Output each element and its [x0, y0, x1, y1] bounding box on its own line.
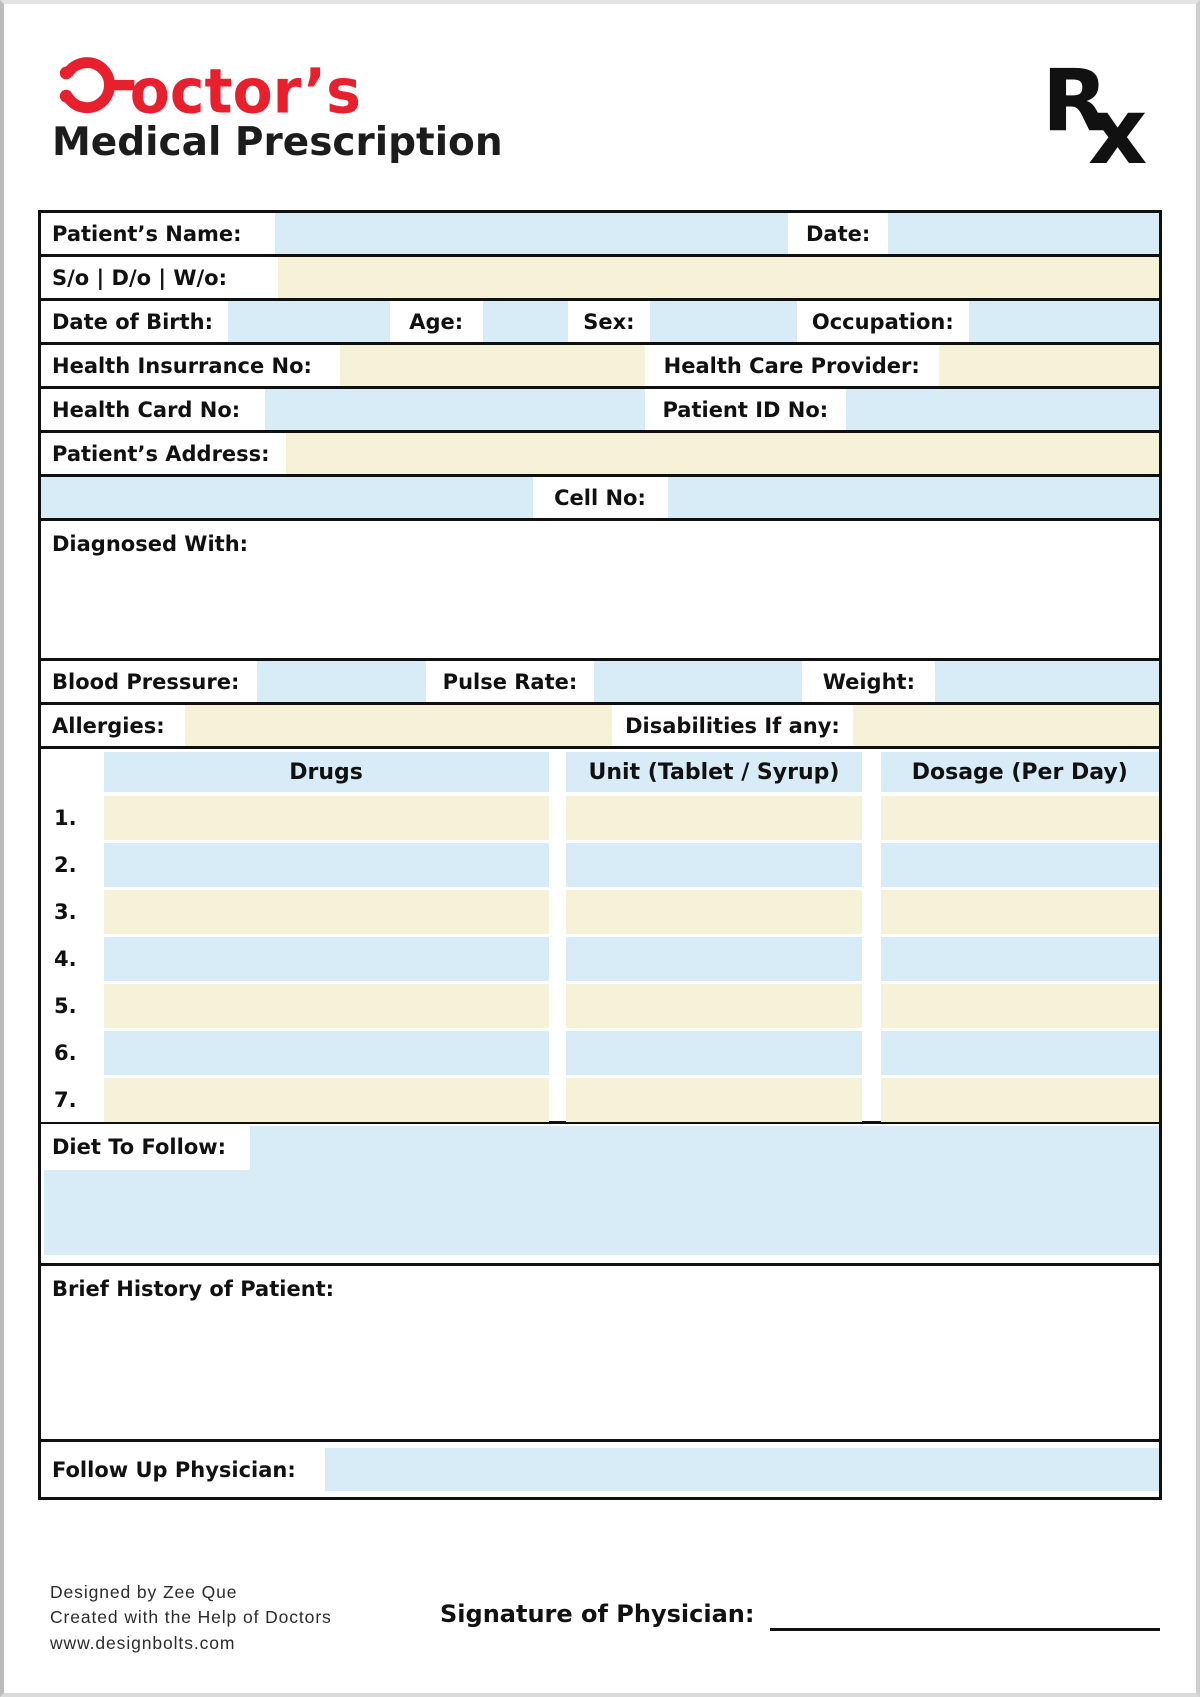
drug-name-cell[interactable]: [104, 796, 549, 840]
signature-label: Signature of Physician:: [440, 1600, 755, 1628]
patient-id-label: Patient ID No:: [645, 389, 846, 430]
drugs-column-header: Drugs: [104, 752, 549, 792]
relation-input[interactable]: [278, 257, 1159, 298]
address-label: Patient’s Address:: [41, 433, 286, 474]
dosage-cell[interactable]: [881, 937, 1159, 981]
dosage-cell[interactable]: [881, 890, 1159, 934]
signature-line[interactable]: [770, 1628, 1160, 1631]
cell-row[interactable]: [41, 477, 1159, 521]
pulse-label: Pulse Rate:: [426, 661, 595, 702]
vitals-row: [41, 661, 1159, 705]
weight-label: Weight:: [802, 661, 935, 702]
address-input[interactable]: [286, 433, 1159, 474]
page-title: Medical Prescription: [52, 120, 503, 165]
occupation-label: Occupation:: [797, 301, 969, 342]
drug-row-number: 6.: [41, 1031, 104, 1075]
drug-row-number: 5.: [41, 984, 104, 1028]
diet-section: [41, 1124, 1159, 1266]
drug-row-number: 1.: [41, 796, 104, 840]
relation-label: S/o | D/o | W/o:: [41, 257, 278, 298]
allergies-row: [41, 705, 1159, 749]
unit-cell[interactable]: [566, 843, 861, 887]
disabilities-label: Disabilities If any:: [612, 705, 852, 746]
allergies-input[interactable]: [185, 705, 612, 746]
card-label: Health Card No:: [41, 389, 265, 430]
pulse-input[interactable]: [594, 661, 802, 702]
history-label: Brief History of Patient:: [41, 1266, 354, 1312]
brand-text: octor’s: [129, 56, 361, 120]
patient-name-input[interactable]: [275, 213, 788, 254]
bp-input[interactable]: [257, 661, 426, 702]
card-input[interactable]: [265, 389, 645, 430]
drug-name-cell[interactable]: [104, 937, 549, 981]
unit-column-header: Unit (Tablet / Syrup): [566, 752, 861, 792]
followup-input[interactable]: [325, 1448, 1159, 1491]
unit-cell[interactable]: [566, 1031, 861, 1075]
drug-name-cell[interactable]: [104, 1031, 549, 1075]
diagnosed-section[interactable]: [41, 521, 1159, 661]
bp-label: Blood Pressure:: [41, 661, 257, 702]
patient-name-label: Patient’s Name:: [41, 213, 275, 254]
address-row: [41, 433, 1159, 477]
cell-label: Cell No:: [533, 477, 668, 518]
drug-row: [41, 1078, 1159, 1122]
dosage-cell[interactable]: [881, 1078, 1159, 1122]
rx-letter-r: R: [1042, 51, 1109, 151]
dosage-cell[interactable]: [881, 843, 1159, 887]
dob-row: [41, 301, 1159, 345]
patient-id-input[interactable]: [846, 389, 1159, 430]
dosage-cell[interactable]: [881, 984, 1159, 1028]
unit-cell[interactable]: [566, 984, 861, 1028]
sex-label: Sex:: [568, 301, 651, 342]
credit-line: Designed by Zee Que: [50, 1582, 238, 1602]
age-input[interactable]: [483, 301, 568, 342]
unit-cell[interactable]: [566, 937, 861, 981]
dosage-cell[interactable]: [881, 1031, 1159, 1075]
dosage-column-header: Dosage (Per Day): [881, 752, 1159, 792]
followup-label: Follow Up Physician:: [41, 1442, 325, 1497]
age-label: Age:: [390, 301, 483, 342]
stethoscope-d-icon: [50, 56, 365, 120]
history-section[interactable]: [41, 1266, 1159, 1442]
drug-table: [41, 749, 1159, 1124]
drug-row: [41, 843, 1159, 887]
date-label: Date:: [788, 213, 889, 254]
drug-name-cell[interactable]: [104, 843, 549, 887]
drug-name-cell[interactable]: [104, 890, 549, 934]
provider-label: Health Care Provider:: [645, 345, 939, 386]
provider-input[interactable]: [939, 345, 1159, 386]
drug-row: [41, 796, 1159, 840]
drug-row-number: 3.: [41, 890, 104, 934]
allergies-label: Allergies:: [41, 705, 185, 746]
drug-row-number: 4.: [41, 937, 104, 981]
dob-label: Date of Birth:: [41, 301, 228, 342]
insurance-input[interactable]: [340, 345, 645, 386]
occupation-input[interactable]: [969, 301, 1159, 342]
drug-name-cell[interactable]: [104, 984, 549, 1028]
diagnosed-label: Diagnosed With:: [41, 521, 275, 567]
drug-row: [41, 937, 1159, 981]
health-card-row: [41, 389, 1159, 433]
drug-row: [41, 984, 1159, 1028]
followup-row: [41, 1442, 1159, 1497]
patient-name-row: [41, 213, 1159, 257]
brand-logo: [50, 56, 365, 120]
insurance-label: Health Insurrance No:: [41, 345, 340, 386]
credit-line: Created with the Help of Doctors: [50, 1607, 332, 1628]
rx-symbol: [1042, 51, 1182, 185]
drug-table-header: [41, 752, 1159, 792]
drug-row: [41, 890, 1159, 934]
relation-row: [41, 257, 1159, 301]
diet-label: Diet To Follow:: [41, 1124, 250, 1170]
unit-cell[interactable]: [566, 890, 861, 934]
date-input[interactable]: [888, 213, 1159, 254]
drug-row: [41, 1031, 1159, 1075]
drug-row-number: 7.: [41, 1078, 104, 1122]
cell-input-right[interactable]: [668, 477, 1160, 518]
weight-input[interactable]: [935, 661, 1159, 702]
insurance-row: [41, 345, 1159, 389]
rx-letter-x: x: [1088, 78, 1148, 185]
dob-input[interactable]: [228, 301, 390, 342]
drug-row-number: 2.: [41, 843, 104, 887]
drug-rows: [41, 796, 1159, 1122]
drug-name-cell[interactable]: [104, 1078, 549, 1122]
unit-cell[interactable]: [566, 796, 861, 840]
designer-credits: [50, 1580, 332, 1656]
dosage-cell[interactable]: [881, 796, 1159, 840]
cell-input-left[interactable]: [41, 477, 533, 518]
sex-input[interactable]: [650, 301, 796, 342]
disabilities-input[interactable]: [853, 705, 1159, 746]
prescription-form: [38, 210, 1162, 1500]
unit-cell[interactable]: [566, 1078, 861, 1122]
credit-line: www.designbolts.com: [50, 1632, 236, 1653]
